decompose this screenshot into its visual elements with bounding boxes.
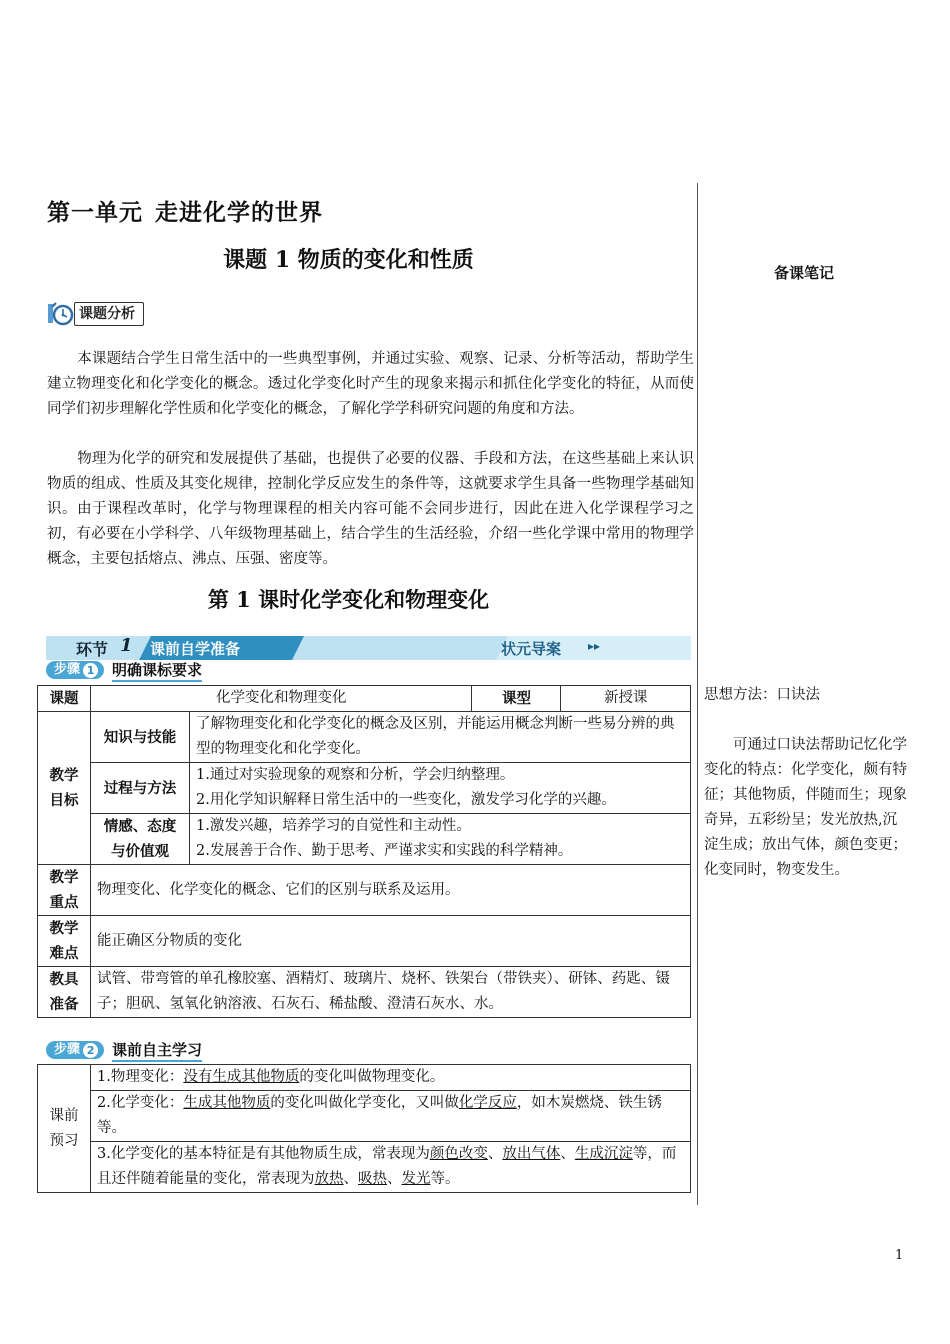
table-row [38,814,691,865]
goal-label: 情感、态度与价值观 [91,814,190,865]
answer-blank: 化学反应 [458,1095,517,1111]
answer-blank: 放出气体 [502,1146,561,1162]
text-run: 等。 [430,1171,460,1187]
preview-item-2 [91,1091,691,1142]
answer-blank: 没有生成其他物质 [183,1069,300,1085]
tools-value: 试管、带弯管的单孔橡胶塞、酒精灯、玻璃片、烧杯、铁架台（带铁夹）、研钵、药匙、镊子；胆矾、氢氧化钠溶液、石灰石、稀盐酸、澄清石灰水、水。 [91,967,691,1018]
goal-label: 过程与方法 [91,763,190,814]
goal-content [190,712,691,763]
answer-blank: 生成其他物质 [183,1095,271,1111]
tools-label: 教具准备 [38,967,91,1018]
step-1-pill-text: 步骤 [54,662,81,677]
preview-label: 课前预习 [38,1065,91,1193]
preview-table [37,1064,691,1193]
answer-blank: 发光 [401,1171,431,1187]
goal-content [190,814,691,865]
text-run: 、 [560,1146,575,1162]
answer-blank: 生成沉淀 [574,1146,633,1162]
table-row [38,1065,691,1091]
clock-icon [46,301,74,327]
table-row [38,916,691,967]
table-row [38,967,691,1018]
topic-label: 课题 [38,686,91,712]
step-2-pill-text: 步骤 [54,1042,81,1057]
banner-brand-label: 状元导案 [501,640,562,658]
goal-line: 1.激发兴趣，培养学习的自觉性和主动性。 [196,818,471,834]
method-text-body: 可通过口诀法帮助记忆化学变化的特点：化学变化，颇有特征；其他物质，伴随而生；现象奇异，五彩纷呈；发光放热,沉淀生成；放出气体，颜色变更；化变同时，物变发生。 [704,737,907,878]
text-run: 、 [343,1171,358,1187]
analysis-paragraph-2-text: 物理为化学的研究和发展提供了基础，也提供了必要的仪器、手段和方法，在这些基础上来认识物质的组成、性质及其变化规律，控制化学反应发生的条件等，这就要求学生具备一些物理学基础知识。由于课程改革时，化学与物理课程的相关内容可能不会同步进行，因此在进入化学课程学习之初，有必要在小学科学、八年级物理基础上，结合学生的生活经验，介绍一些化学课中常用的物理学概念，主要包括熔点、沸点、压强、密度等。 [47,451,694,567]
unit-name: 走进化学的世界 [155,199,323,226]
answer-blank: 颜色改变 [429,1146,488,1162]
table-row [38,1091,691,1142]
text-run: 的变化叫做化学变化，又叫做 [270,1095,459,1111]
table-row [38,1142,691,1193]
class-title: 第 1 课时化学变化和物理变化 [207,587,490,612]
method-title: 思想方法：口诀法 [704,687,820,703]
key-value: 物理变化、化学变化的概念、它们的区别与联系及运用。 [91,865,691,916]
method-text [704,733,909,883]
banner-huanjie: 环节 [76,640,109,659]
analysis-badge [46,301,144,327]
lesson-title: 课题 1 物质的变化和性质 [223,247,474,273]
text-run: 1.物理变化： [97,1069,184,1085]
column-divider [697,183,698,1205]
topic-value: 化学变化和物理变化 [91,686,472,712]
preview-item-3 [91,1142,691,1193]
goals-label: 教学目标 [38,712,91,865]
step-1-pill [46,661,104,679]
step-2-number: 2 [83,1043,98,1058]
type-label: 课型 [472,686,561,712]
page-number: 1 [895,1248,904,1263]
text-run: 等，而且还伴随着能量的变化，常表现为 [97,1146,677,1187]
banner-number: 1 [120,635,133,656]
type-value: 新授课 [561,686,691,712]
double-arrow-icon: ▸▸ [588,639,601,653]
goal-line: 2.发展善于合作、勤于思考、严谨求实和实践的科学精神。 [196,843,573,859]
table-row [38,763,691,814]
step-2-header [46,1040,202,1060]
text-run: 、 [387,1171,402,1187]
table-row [38,686,691,712]
text-run: ，如木炭燃烧、铁生锈等。 [97,1095,662,1136]
notes-title: 备课笔记 [773,264,834,282]
lesson-plan-table [37,685,691,1018]
text-run: 的变化叫做物理变化。 [299,1069,445,1085]
unit-title [47,194,323,227]
analysis-paragraph-1-text: 本课题结合学生日常生活中的一些典型事例，并通过实验、观察、记录、分析等活动，帮助学生建立物理变化和化学变化的概念。透过化学变化时产生的现象来揭示和抓住化学变化的特征，从而使同学们初步理解化学性质和化学变化的概念，了解化学学科研究问题的角度和方法。 [47,351,694,417]
goal-line: 2.用化学知识解释日常生活中的一些变化，激发学习化学的兴趣。 [196,792,616,808]
goal-line: 了解物理变化和化学变化的概念及区别，并能运用概念判断一些易分辨的典型的物理变化和化学变化。 [196,716,675,757]
answer-blank: 放热 [314,1171,344,1187]
step-2-pill [46,1041,104,1059]
step-1-label: 明确课标要求 [112,659,202,682]
step-1-number: 1 [83,663,98,678]
banner-segment-label: 课前自学准备 [150,640,241,658]
table-row [38,865,691,916]
step-2-label: 课前自主学习 [112,1039,202,1062]
difficulty-value: 能正确区分物质的变化 [91,916,691,967]
goal-line: 1.通过对实验现象的观察和分析，学会归纳整理。 [196,767,515,783]
text-run: 2.化学变化： [97,1095,184,1111]
key-label: 教学重点 [38,865,91,916]
text-run: 、 [487,1146,503,1162]
difficulty-label: 教学难点 [38,916,91,967]
analysis-badge-label: 课题分析 [74,302,144,326]
table-row [38,712,691,763]
answer-blank: 吸热 [358,1171,387,1187]
unit-prefix: 第一单元 [47,199,143,226]
goal-label: 知识与技能 [91,712,190,763]
preview-item-1 [91,1065,691,1091]
section-banner [46,636,691,660]
analysis-paragraph-2 [47,447,694,572]
text-run: 3.化学变化的基本特征是有其他物质生成，常表现为 [97,1146,430,1162]
goal-content [190,763,691,814]
analysis-paragraph-1 [47,347,694,422]
step-1-header [46,660,202,680]
